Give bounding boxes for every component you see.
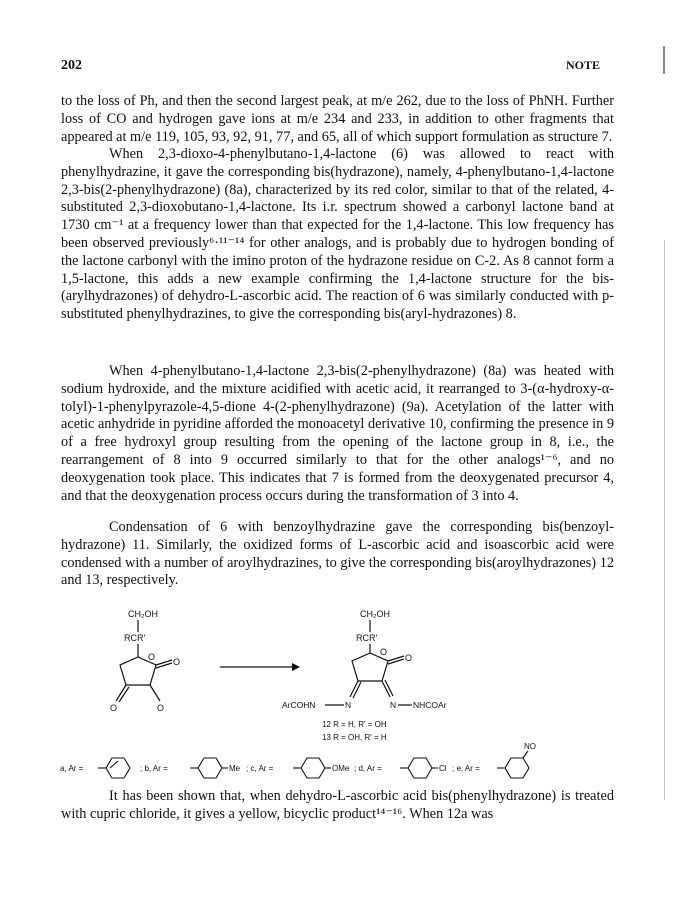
scan-edge-mark <box>663 46 665 74</box>
aryl-b-ring <box>190 758 228 778</box>
aryl-e-label: ; e, Ar = <box>452 764 480 773</box>
paragraph-1: to the loss of Ph, and then the second largest peak, at m/e 262, due to the loss of PhNH. Further loss of CO and hydrogen gave ions at m/e 234 and 233, in addition to other fragments that appeared at m/e 119, 105, 93, 92, 91, 77, and 65, all of which support formulation as structure 7. <box>61 93 614 145</box>
section-label: NOTE <box>566 58 601 72</box>
product-ring-oxygen-label: O <box>380 647 388 657</box>
keto-oxygen-right-label: O <box>157 703 165 713</box>
aryl-definitions <box>60 742 536 778</box>
compound-12-definition: 12 R = H, R' = OH <box>322 720 387 729</box>
aryl-e-ring <box>497 751 529 778</box>
aryl-d-cl: Cl <box>439 764 447 773</box>
reaction-scheme <box>60 605 660 785</box>
page-number: 202 <box>61 58 82 73</box>
paragraph-4: Condensation of 6 with benzoylhydrazine gave the corresponding bis(benzoyl-hydrazone) 11. Similarly, the oxidized forms of L-ascorbic acid and isoascorbic acid were condensed with a number of aroylhydrazines, to give the corresponding bis(aroylhydrazones) 12 and 13, respectively. <box>61 519 614 589</box>
arcohn-label: ArCOHN <box>282 700 316 710</box>
ring-oxygen-label: O <box>148 652 156 662</box>
aryl-b-me: Me <box>229 764 241 773</box>
product-structure <box>282 609 447 742</box>
reaction-arrow <box>220 663 300 671</box>
aryl-a-ring <box>98 758 130 778</box>
aryl-a-label: a, Ar = <box>60 764 84 773</box>
ch2oh-label: CH₂OH <box>128 609 158 619</box>
aryl-b-label: ; b, Ar = <box>140 764 168 773</box>
hydrazone-n-left-label: N <box>345 700 352 710</box>
product-ch2oh-label: CH₂OH <box>360 609 390 619</box>
aryl-c-ring <box>293 758 331 778</box>
product-rcr-label: RCR' <box>356 633 378 643</box>
aryl-e-no2: NO <box>524 742 536 751</box>
nhcoar-label: NHCOAr <box>413 700 447 710</box>
reactant-structure <box>110 609 180 713</box>
aryl-d-label: ; d, Ar = <box>354 764 382 773</box>
paragraph-5: It has been shown that, when dehydro-L-ascorbic acid bis(phenylhydrazone) is treated with cupric chloride, it gives a yellow, bicyclic product¹⁴⁻¹⁶. When 12a was <box>61 788 614 822</box>
carbonyl-oxygen-label: O <box>173 657 181 667</box>
aryl-d-ring <box>400 758 438 778</box>
rcr-label: RCR' <box>124 633 146 643</box>
keto-oxygen-left-label: O <box>110 703 118 713</box>
aryl-c-ome: OMe <box>332 764 350 773</box>
scan-edge-line <box>664 240 665 800</box>
paragraph-3: When 4-phenylbutano-1,4-lactone 2,3-bis(2-phenylhydrazone) (8a) was heated with sodium hydroxide, and the mixture acidified with acetic acid, it rearranged to 3-(α-hydroxy-α-tolyl)-1-phenylpyrazole-4,5-dione 4-(2-phenylhydrazone) (9a). Acetylation of the latter with acetic anhydride in pyridine afforded the monoacetyl derivative 10, confirming the presence in 9 of a free hydroxyl group resulting from the opening of the lactone group in 8, i.e., the rearrangement of 8 into 9 occurred similarly to that for the other analogs¹⁻⁶, and no deoxygenation took place. This indicates that 7 is formed from the deoxygenated precursor 4, and that the deoxygenation process occurs during the transformation of 3 into 4. <box>61 363 614 504</box>
paragraph-2: When 2,3-dioxo-4-phenylbutano-1,4-lactone (6) was allowed to react with phenylhydrazine, it gave the corresponding bis(hydrazone), namely, 4-phenylbutano-1,4-lactone 2,3-bis(2-phenylhydrazone) (8a), characterized by its red color, similar to that of the related, 4-substituted 2,3-dioxobutano-1,4-lactone. Its i.r. spectrum showed a carbonyl lactone band at 1730 cm⁻¹ at a frequency lower than that expected for the 1,4-lactone. This low frequency has been observed previously⁶·¹¹⁻¹⁴ for other analogs, and is probably due to hydrogen bonding of the lactone carbonyl with the imino proton of the hydrazone residue on C-2. As 8 cannot form a 1,5-lactone, this adds a new example confirming the 1,4-lactone structure for the bis-(arylhydrazones) of dehydro-L-ascorbic acid. The reaction of 6 was similarly conducted with p-substituted phenylhydrazines, to give the corresponding bis(aryl-hydrazones) 8. <box>61 146 614 323</box>
product-carbonyl-oxygen-label: O <box>405 653 413 663</box>
compound-13-definition: 13 R = OH, R' = H <box>322 733 387 742</box>
hydrazone-n-right-label: N <box>390 700 397 710</box>
aryl-c-label: ; c, Ar = <box>246 764 274 773</box>
